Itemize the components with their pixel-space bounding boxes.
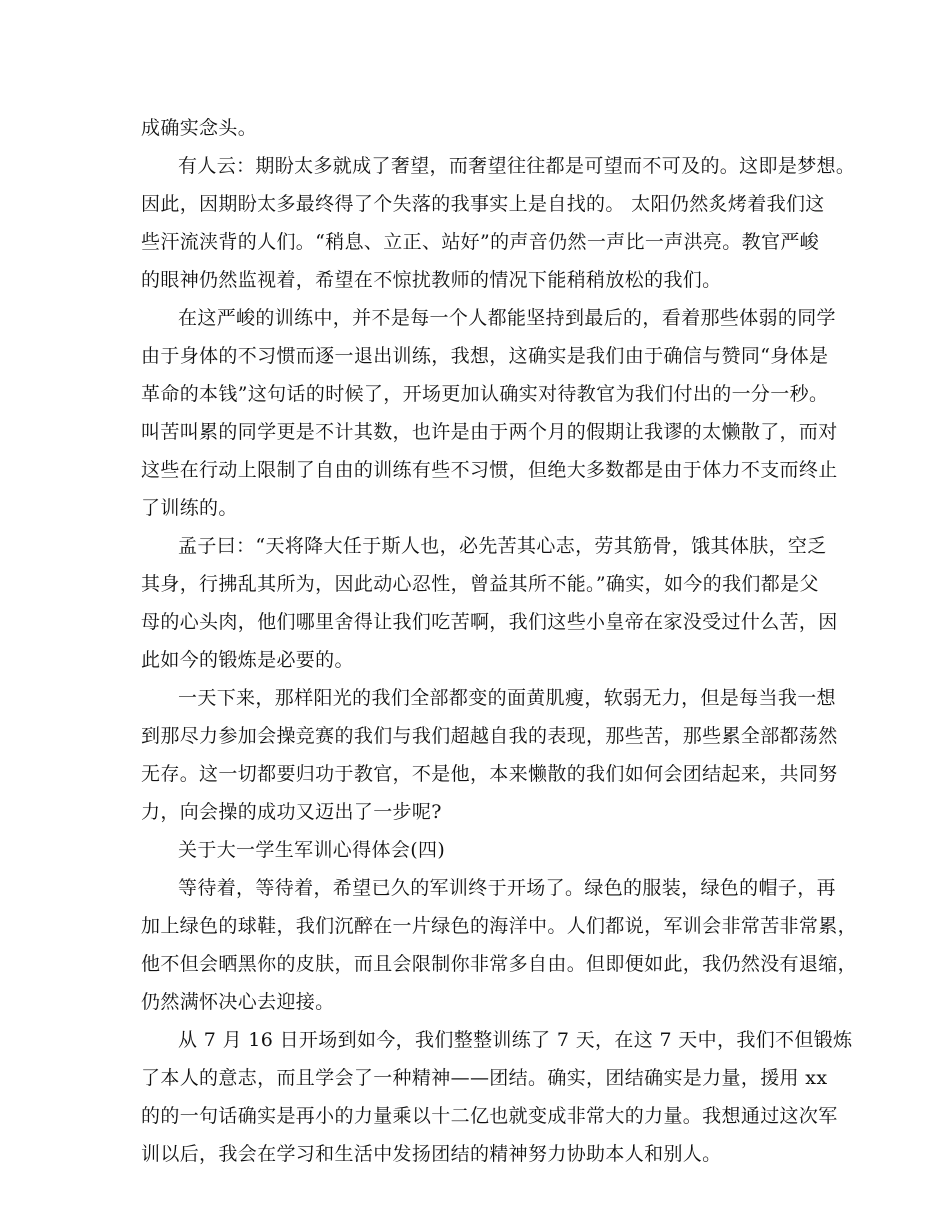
- paragraph-first-line: 在这严峻的训练中，并不是每一个人都能坚持到最后的，看着那些体弱的同学: [178, 307, 836, 329]
- text-line: 叫苦叫累的同学更是不计其数，也许是由于两个月的假期让我谬的太懒散了，而对: [141, 421, 838, 443]
- paragraph-first-line: 等待着，等待着，希望已久的军训终于开场了。绿色的服装，绿色的帽子，再: [178, 877, 836, 899]
- text-line: 了本人的意志，而且学会了一种精神——团结。确实，团结确实是力量，援用 xx: [141, 1067, 828, 1089]
- text-line: 加上绿色的球鞋，我们沉醉在一片绿色的海洋中。人们都说，军训会非常苦非常累，: [141, 915, 857, 937]
- text-line: 无存。这一切都要归功于教官，不是他，本来懒散的我们如何会团结起来，共同努: [141, 763, 838, 785]
- text-line: 训以后，我会在学习和生活中发扬团结的精神努力协助本人和别人。: [141, 1143, 722, 1165]
- text-line: 革命的本钱”这句话的时候了，开场更加认确实对待教官为我们付出的一分一秒。: [141, 383, 829, 405]
- text-line: 些汗流浃背的人们。“稍息、立正、站好”的声音仍然一声比一声洪亮。教官严峻: [141, 231, 820, 253]
- paragraph-first-line: 有人云：期盼太多就成了奢望，而奢望往往都是可望而不可及的。这即是梦想。: [178, 155, 856, 177]
- text-line: 此如今的锻炼是必要的。: [141, 649, 354, 671]
- text-line: 力，向会操的成功又迈出了一步呢?: [141, 801, 442, 823]
- text-line: 因此，因期盼太多最终得了个失落的我事实上是自找的。 太阳仍然炙烤着我们这: [141, 193, 825, 215]
- text-line: 的的一句话确实是再小的力量乘以十二亿也就变成非常大的力量。我想通过这次军: [141, 1105, 838, 1127]
- text-line: 了训练的。: [141, 497, 238, 519]
- text-line: 这些在行动上限制了自由的训练有些不习惯，但绝大多数都是由于体力不支而终止: [141, 459, 838, 481]
- text-line: 母的心头肉，他们哪里舍得让我们吃苦啊，我们这些小皇帝在家没受过什么苦，因: [141, 611, 838, 633]
- paragraph-first-line: 孟子曰：“天将降大任于斯人也，必先苦其心志，劳其筋骨，饿其体肤，空乏: [178, 535, 827, 557]
- paragraph-first-line: 从 7 月 16 日开场到如今，我们整整训练了 7 天，在这 7 天中，我们不但锻炼: [178, 1029, 853, 1051]
- text-line: 仍然满怀决心去迎接。: [141, 991, 335, 1013]
- paragraph-first-line: 一天下来，那样阳光的我们全部都变的面黄肌瘦，软弱无力，但是每当我一想: [178, 687, 836, 709]
- text-line: 成确实念头。: [141, 117, 258, 139]
- text-line: 到那尽力参加会操竞赛的我们与我们超越自我的表现，那些苦，那些累全部都荡然: [141, 725, 838, 747]
- text-line: 由于身体的不习惯而逐一退出训练，我想，这确实是我们由于确信与赞同“身体是: [141, 345, 829, 367]
- text-line: 其身，行拂乱其所为，因此动心忍性，曾益其所不能。”确实，如今的我们都是父: [141, 573, 819, 595]
- text-line: 他不但会晒黑你的皮肤，而且会限制你非常多自由。但即便如此，我仍然没有退缩，: [141, 953, 857, 975]
- text-line: 的眼神仍然监视着，希望在不惊扰教师的情况下能稍稍放松的我们。: [141, 269, 722, 291]
- section-heading: 关于大一学生军训心得体会(四): [178, 839, 446, 861]
